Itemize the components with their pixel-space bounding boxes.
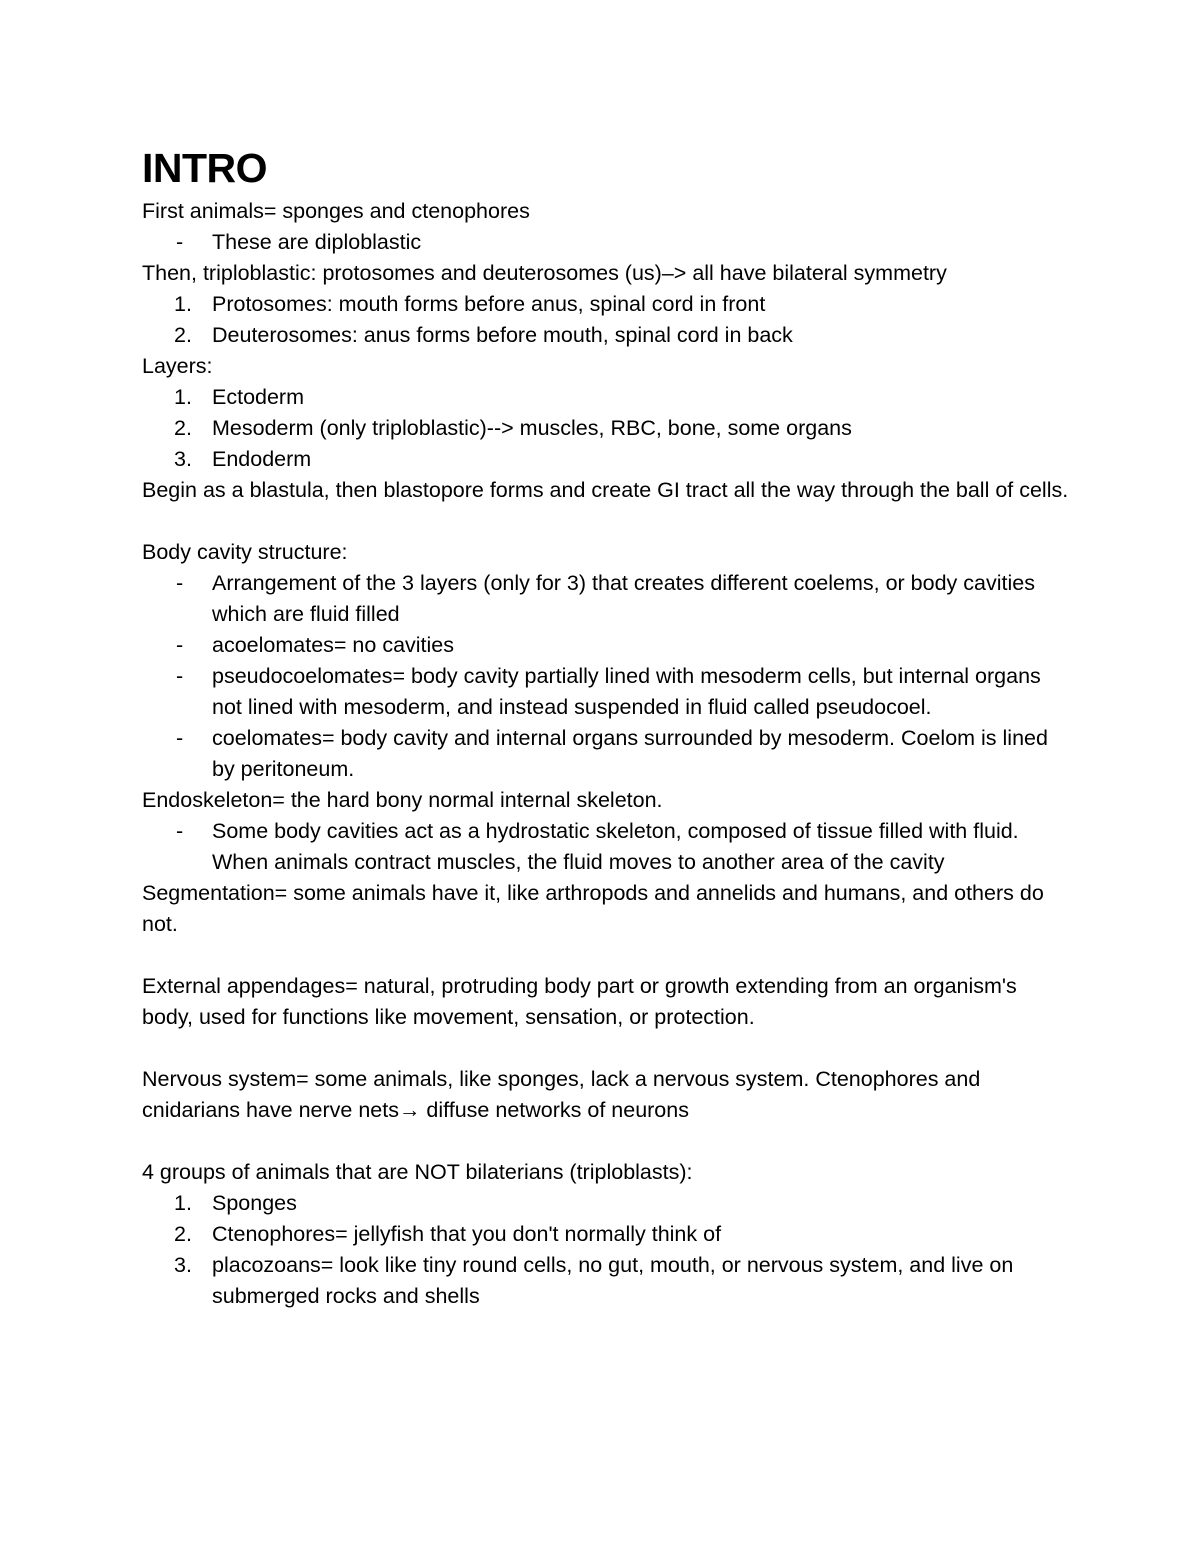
list-marker: 1. (174, 385, 192, 409)
paragraph: First animals= sponges and ctenophores (142, 199, 530, 223)
list-item-text: Sponges (212, 1191, 297, 1215)
paragraph: Body cavity structure: (142, 540, 348, 564)
list-item-text: pseudocoelomates= body cavity partially lined with mesoderm cells, but internal organs not lined with mesoderm, and instead suspended in fluid called pseudocoel. (212, 664, 1041, 719)
paragraph: External appendages= natural, protruding body part or growth extending from an organism's body, used for functions like movement, sensation, or protection. (142, 974, 1017, 1029)
list-marker: - (176, 726, 184, 750)
list-item-text: Mesoderm (only triploblastic)--> muscles, RBC, bone, some organs (212, 416, 852, 440)
list-marker: 2. (174, 323, 192, 347)
numbered-item (142, 413, 1072, 444)
paragraph: Begin as a blastula, then blastopore forms and create GI tract all the way through the ball of cells. (142, 478, 1069, 502)
bullet-item (142, 227, 1072, 258)
bullet-item (142, 816, 1072, 878)
list-item-text: acoelomates= no cavities (212, 633, 455, 657)
list-marker: 2. (174, 1222, 192, 1246)
list-marker: - (176, 633, 184, 657)
list-marker: 3. (174, 1253, 192, 1277)
blank-line (142, 1126, 1072, 1157)
numbered-item (142, 320, 1072, 351)
list-item-text: Protosomes: mouth forms before anus, spinal cord in front (212, 292, 766, 316)
list-item-text: Some body cavities act as a hydrostatic skeleton, composed of tissue filled with fluid. When animals contract muscles, the fluid moves to another area of the cavity (212, 819, 1019, 874)
list-marker: - (176, 230, 184, 254)
bullet-item (142, 661, 1072, 723)
list-item-text: Ctenophores= jellyfish that you don't normally think of (212, 1222, 722, 1246)
list-item-text: Endoderm (212, 447, 312, 471)
numbered-item (142, 1219, 1072, 1250)
blank-line (142, 1033, 1072, 1064)
list-item-text: Arrangement of the 3 layers (only for 3) that creates different coelems, or body cavities which are fluid filled (212, 571, 1035, 626)
bullet-item (142, 723, 1072, 785)
numbered-item (142, 1188, 1072, 1219)
blank-line (142, 940, 1072, 971)
blank-line (142, 506, 1072, 537)
numbered-item (142, 444, 1072, 475)
paragraph: Nervous system= some animals, like sponges, lack a nervous system. Ctenophores and cnidarians have nerve nets→ diffuse networks of neurons (142, 1067, 981, 1122)
list-marker: 3. (174, 447, 192, 471)
list-item-text: Ectoderm (212, 385, 305, 409)
list-marker: - (176, 664, 184, 688)
numbered-item (142, 382, 1072, 413)
list-marker: - (176, 819, 184, 843)
paragraph: Then, triploblastic: protosomes and deuterosomes (us)–> all have bilateral symmetry (142, 261, 947, 285)
list-item-text: These are diploblastic (212, 230, 422, 254)
bullet-item (142, 568, 1072, 630)
paragraph: 4 groups of animals that are NOT bilaterians (triploblasts): (142, 1160, 693, 1184)
numbered-item (142, 1250, 1072, 1312)
paragraph: Endoskeleton= the hard bony normal internal skeleton. (142, 788, 663, 812)
list-marker: 1. (174, 292, 192, 316)
list-marker: 1. (174, 1191, 192, 1215)
list-marker: - (176, 571, 184, 595)
list-item-text: placozoans= look like tiny round cells, no gut, mouth, or nervous system, and live on submerged rocks and shells (212, 1253, 1014, 1308)
numbered-item (142, 289, 1072, 320)
document-body (142, 196, 1072, 1312)
list-item-text: Deuterosomes: anus forms before mouth, spinal cord in back (212, 323, 793, 347)
list-item-text: coelomates= body cavity and internal organs surrounded by mesoderm. Coelom is lined by peritoneum. (212, 726, 1048, 781)
document-page (142, 140, 1072, 1312)
page-title: INTRO (142, 145, 268, 191)
bullet-item (142, 630, 1072, 661)
paragraph: Layers: (142, 354, 213, 378)
list-marker: 2. (174, 416, 192, 440)
paragraph: Segmentation= some animals have it, like arthropods and annelids and humans, and others do not. (142, 881, 1044, 936)
